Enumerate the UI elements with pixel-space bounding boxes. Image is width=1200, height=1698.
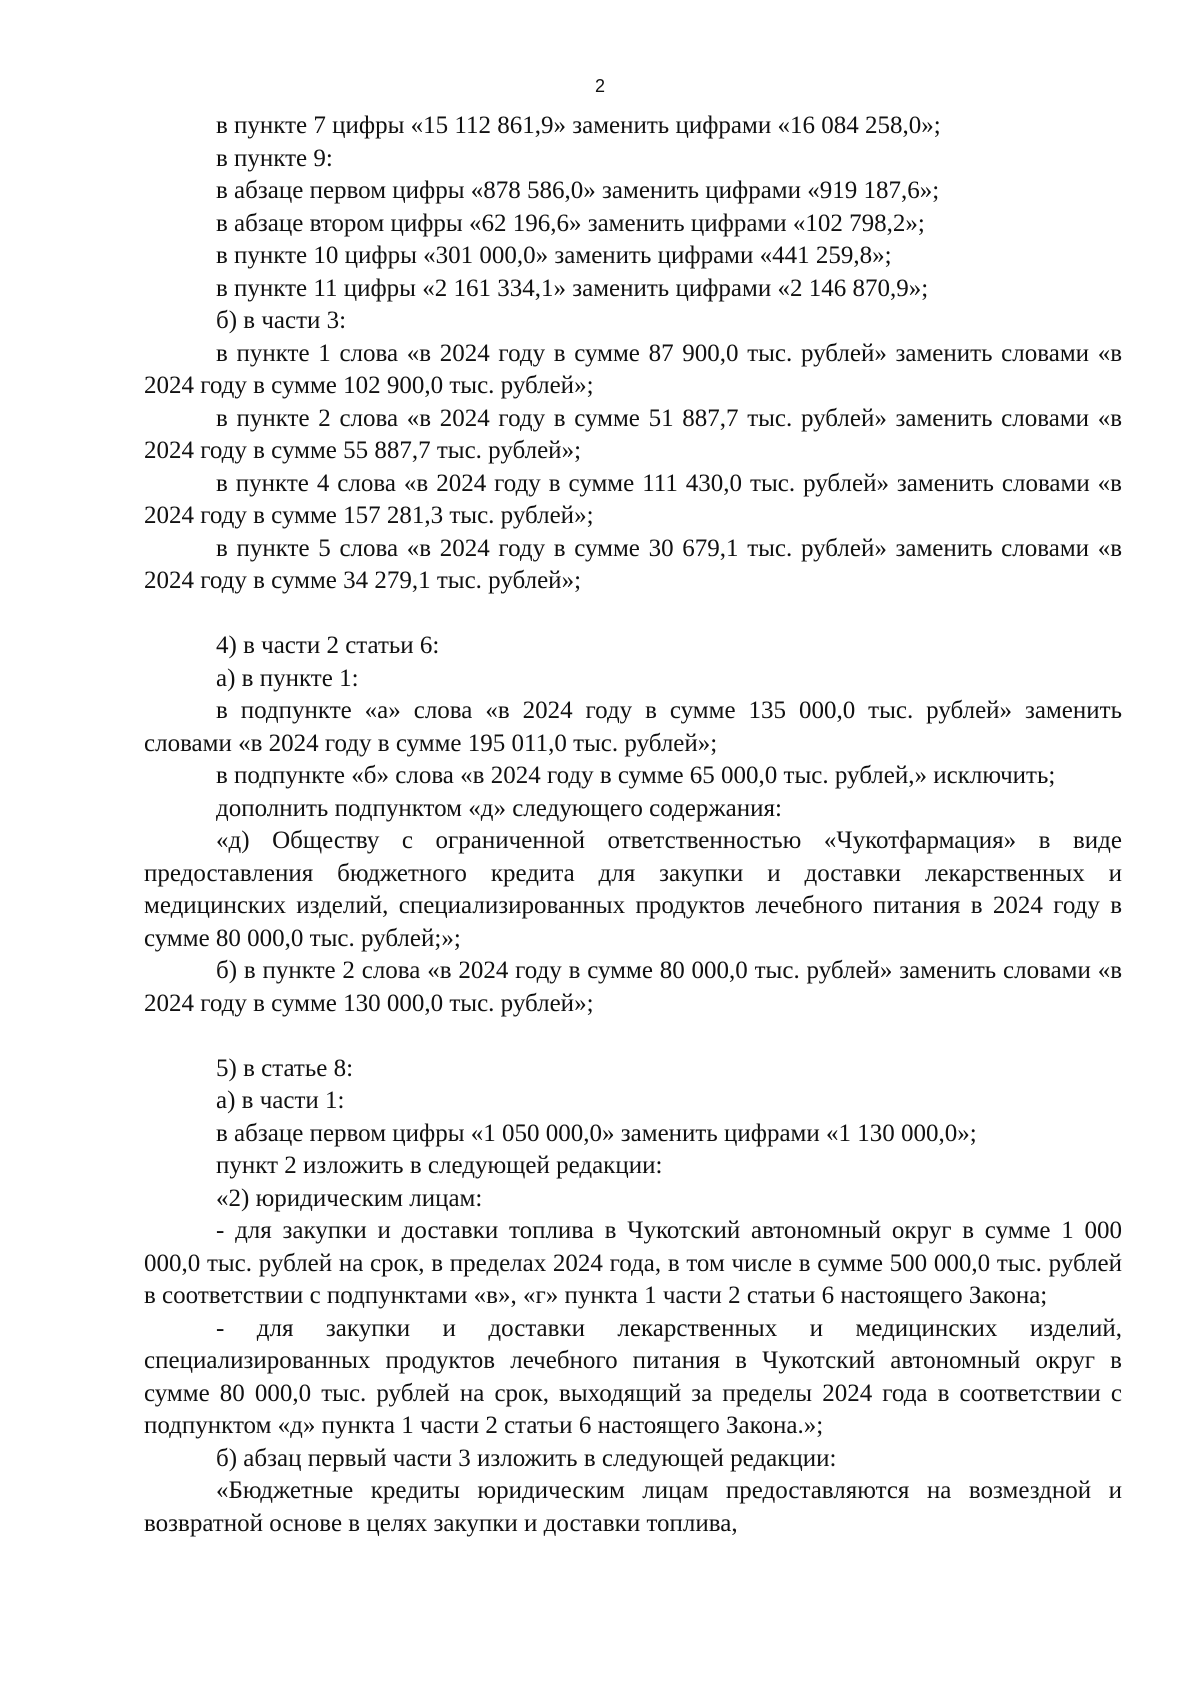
paragraph: 5) в статье 8: <box>216 1054 354 1082</box>
paragraph: в пункте 10 цифры «301 000,0» заменить цифрами «441 259,8»; <box>216 242 892 269</box>
paragraph: в пункте 4 слова «в 2024 году в сумме 111 430,0 тыс. рублей» заменить словами «в 2024 году в сумме 157 281,3 тыс. рублей»; <box>144 469 1122 529</box>
paragraph: б) в пункте 2 слова «в 2024 году в сумме 80 000,0 тыс. рублей» заменить словами «в 2024 году в сумме 130 000,0 тыс. рублей»; <box>144 957 1122 1017</box>
paragraph: в пункте 1 слова «в 2024 году в сумме 87 900,0 тыс. рублей» заменить словами «в 2024 году в сумме 102 900,0 тыс. рублей»; <box>144 339 1122 399</box>
paragraph: - для закупки и доставки лекарственных и медицинских изделий, специализированных продуктов лечебного питания в Чукотский автономный округ в сумме 80 000,0 тыс. рублей на срок, выходящий за пределы 2024 года в соответствии с подпунктом «д» пункта 1 части 2 статьи 6 настоящего Закона.»; <box>144 1314 1122 1439</box>
paragraph: в пункте 11 цифры «2 161 334,1» заменить цифрами «2 146 870,9»; <box>216 274 929 302</box>
paragraph: б) абзац первый части 3 изложить в следующей редакции: <box>216 1444 837 1472</box>
paragraph: в подпункте «а» слова «в 2024 году в сумме 135 000,0 тыс. рублей» заменить словами «в 2024 году в сумме 195 011,0 тыс. рублей»; <box>144 697 1122 757</box>
paragraph: «2) юридическим лицам: <box>216 1184 483 1212</box>
paragraph: в абзаце втором цифры «62 196,6» заменить цифрами «102 798,2»; <box>216 209 925 237</box>
paragraph: - для закупки и доставки топлива в Чукотский автономный округ в сумме 1 000 000,0 тыс. рублей на срок, в пределах 2024 года, в том числе в сумме 500 000,0 тыс. рублей в соответствии с подпунктами «в», «г» пункта 1 части 2 статьи 6 настоящего Закона; <box>144 1217 1122 1309</box>
paragraph: в пункте 2 слова «в 2024 году в сумме 51 887,7 тыс. рублей» заменить словами «в 2024 году в сумме 55 887,7 тыс. рублей»; <box>144 404 1122 464</box>
paragraph: «Бюджетные кредиты юридическим лицам предоставляются на возмездной и возвратной основе в целях закупки и доставки топлива, <box>144 1477 1122 1537</box>
paragraph: б) в части 3: <box>216 307 347 334</box>
paragraph: а) в части 1: <box>216 1087 345 1114</box>
paragraph: дополнить подпунктом «д» следующего содержания: <box>216 794 782 822</box>
paragraph: «д) Обществу с ограниченной ответственностью «Чукотфармация» в виде предоставления бюджетного кредита для закупки и доставки лекарственных и медицинских изделий, специализированных продуктов лечебного питания в 2024 году в сумме 80 000,0 тыс. рублей;»; <box>144 827 1122 952</box>
paragraph: в пункте 9: <box>216 144 333 172</box>
paragraph: а) в пункте 1: <box>216 664 359 692</box>
paragraph: в абзаце первом цифры «878 586,0» заменить цифрами «919 187,6»; <box>216 177 940 204</box>
paragraph: в пункте 7 цифры «15 112 861,9» заменить цифрами «16 084 258,0»; <box>216 112 941 139</box>
paragraph: 4) в части 2 статьи 6: <box>216 632 440 659</box>
document-body <box>144 110 1122 1540</box>
paragraph: в абзаце первом цифры «1 050 000,0» заменить цифрами «1 130 000,0»; <box>216 1119 977 1147</box>
page-number: 2 <box>594 76 605 96</box>
paragraph: в пункте 5 слова «в 2024 году в сумме 30 679,1 тыс. рублей» заменить словами «в 2024 году в сумме 34 279,1 тыс. рублей»; <box>144 534 1122 594</box>
paragraph: пункт 2 изложить в следующей редакции: <box>216 1152 663 1179</box>
paragraph: в подпункте «б» слова «в 2024 году в сумме 65 000,0 тыс. рублей,» исключить; <box>216 762 1056 789</box>
